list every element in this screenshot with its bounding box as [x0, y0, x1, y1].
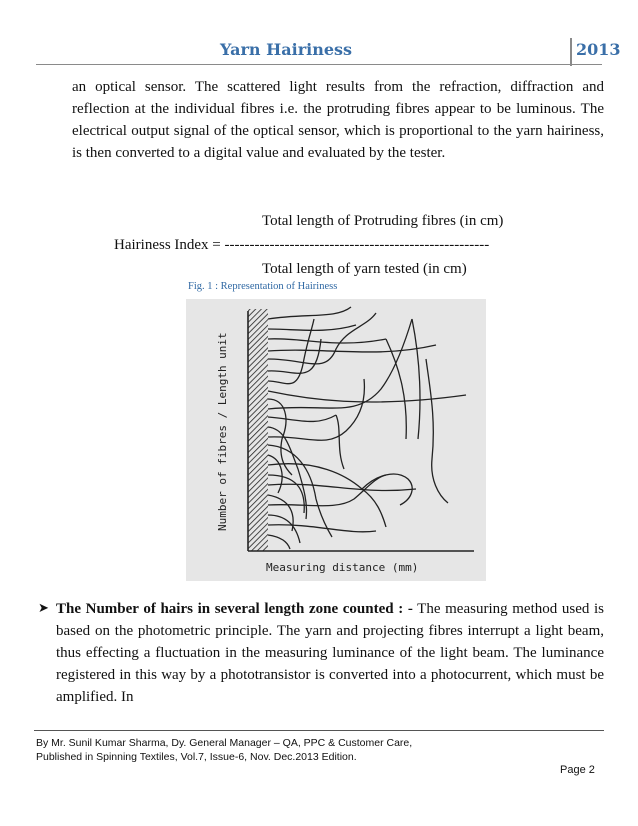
arrow-bullet-icon: ➤ — [38, 600, 49, 615]
bullet-heading: The Number of hairs in several length zone counted : - — [56, 601, 413, 617]
bullet-paragraph — [56, 598, 604, 708]
bullet-body: The measuring method used is based on the photometric principle. The yarn and projecting fibres interrupt a light beam, thus effecting a fluctuation in the measuring luminance of the light beam. The luminance registered in this way by a phototransistor is converted into a photocurrent, which must be amplified. In — [56, 601, 604, 705]
header-year: 2013 — [576, 40, 621, 59]
header-divider — [570, 38, 572, 66]
page-number: Page 2 — [560, 764, 595, 776]
x-axis-label: Measuring distance (mm) — [266, 561, 419, 574]
formula-numerator: Total length of Protruding fibres (in cm) — [262, 213, 504, 229]
figure-caption: Fig. 1 : Representation of Hairiness — [188, 281, 338, 292]
footer-publication: Published in Spinning Textiles, Vol.7, Issue-6, Nov. Dec.2013 Edition. — [36, 751, 357, 763]
hairiness-figure — [186, 299, 486, 581]
footer-author: By Mr. Sunil Kumar Sharma, Dy. General Manager – QA, PPC & Customer Care, — [36, 737, 413, 749]
page-header — [36, 34, 621, 65]
intro-paragraph: an optical sensor. The scattered light results from the refraction, diffraction and reflection at the individual fibres i.e. the protruding fibres appear to be luminous. The electrical output signal of the optical sensor, which is proportional to the yarn hairiness, is then converted to a digital value and evaluated by the tester. — [72, 79, 604, 161]
formula-lhs: Hairiness Index = ----------------------------------------------------- — [114, 237, 490, 253]
header-title: Yarn Hairiness — [219, 40, 353, 59]
footer-divider — [34, 730, 604, 731]
formula-denominator: Total length of yarn tested (in cm) — [262, 261, 467, 277]
y-axis-label: Number of fibres / Length unit — [216, 332, 229, 531]
